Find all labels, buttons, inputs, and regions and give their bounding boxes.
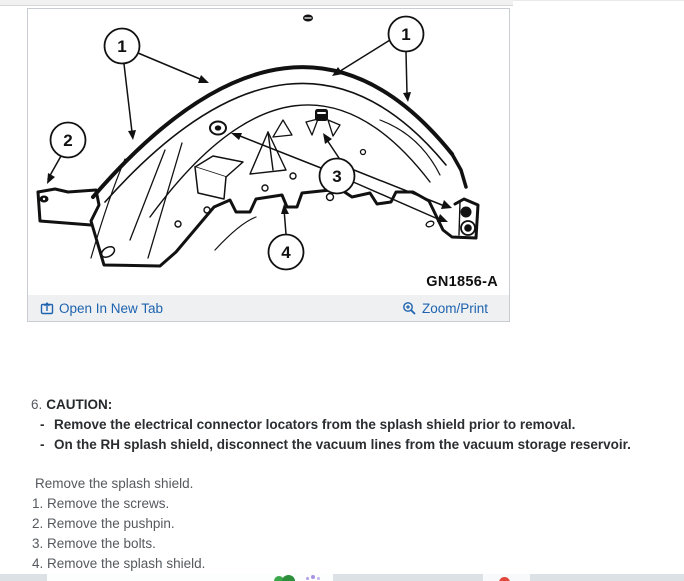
step-line: 2. Remove the pushpin. bbox=[32, 516, 175, 531]
caution-text: On the RH splash shield, disconnect the vacuum lines from the vacuum storage reservoir. bbox=[54, 437, 631, 452]
caution-text: Remove the electrical connector locators from the splash shield prior to removal. bbox=[54, 417, 576, 432]
callout-2: 2 bbox=[63, 131, 73, 150]
callout-4: 4 bbox=[281, 243, 291, 262]
caution-item bbox=[40, 415, 631, 435]
top-clip bbox=[303, 15, 313, 22]
instructions-block bbox=[31, 394, 631, 574]
sparkle-icon bbox=[317, 577, 320, 580]
red-app-icon bbox=[499, 577, 510, 581]
ring-fastener bbox=[210, 122, 226, 135]
drawing-lines bbox=[38, 15, 478, 270]
caution-bullet: - bbox=[40, 437, 45, 452]
figure-card bbox=[27, 8, 510, 322]
sparkle-icon bbox=[306, 577, 309, 580]
zoom-print-label: Zoom/Print bbox=[421, 300, 488, 316]
step-line: 4. Remove the splash shield. bbox=[32, 556, 206, 571]
taskbar-strip bbox=[0, 574, 684, 581]
bracket-bolts bbox=[461, 207, 476, 236]
zoom-in-icon bbox=[402, 301, 417, 316]
step-line: 1. Remove the screws. bbox=[32, 496, 170, 511]
caution-title: CAUTION: bbox=[46, 397, 113, 412]
open-in-new-tab-icon bbox=[40, 301, 54, 315]
callout-1-left: 1 bbox=[117, 37, 127, 56]
open-in-new-tab-label: Open In New Tab bbox=[59, 300, 164, 316]
zoom-print-link[interactable] bbox=[402, 301, 488, 316]
page-top-band bbox=[0, 0, 513, 6]
taskbar-window-fragment[interactable] bbox=[47, 574, 333, 581]
caution-bullet: - bbox=[40, 417, 45, 432]
callout-3: 3 bbox=[332, 167, 342, 186]
callout-1-right: 1 bbox=[401, 25, 411, 44]
taskbar-window-fragment[interactable] bbox=[483, 574, 530, 581]
figure-code-label: GN1856-A bbox=[426, 274, 498, 290]
step-number: 6. bbox=[31, 397, 43, 412]
figure-toolbar bbox=[28, 295, 509, 321]
step-line: 3. Remove the bolts. bbox=[32, 536, 156, 551]
caution-heading bbox=[31, 394, 631, 415]
paragraph-spacer bbox=[31, 455, 631, 474]
caution-item bbox=[40, 435, 631, 455]
open-in-new-tab-link[interactable] bbox=[40, 301, 163, 316]
splash-shield-diagram bbox=[28, 9, 509, 295]
top-bolt-fastener bbox=[306, 109, 340, 136]
intro-line: Remove the splash shield. bbox=[35, 476, 194, 491]
shield-outline bbox=[38, 189, 478, 266]
green-app-icon bbox=[282, 575, 295, 581]
pushpin-fastener bbox=[40, 196, 49, 203]
sparkle-icon bbox=[311, 575, 315, 579]
